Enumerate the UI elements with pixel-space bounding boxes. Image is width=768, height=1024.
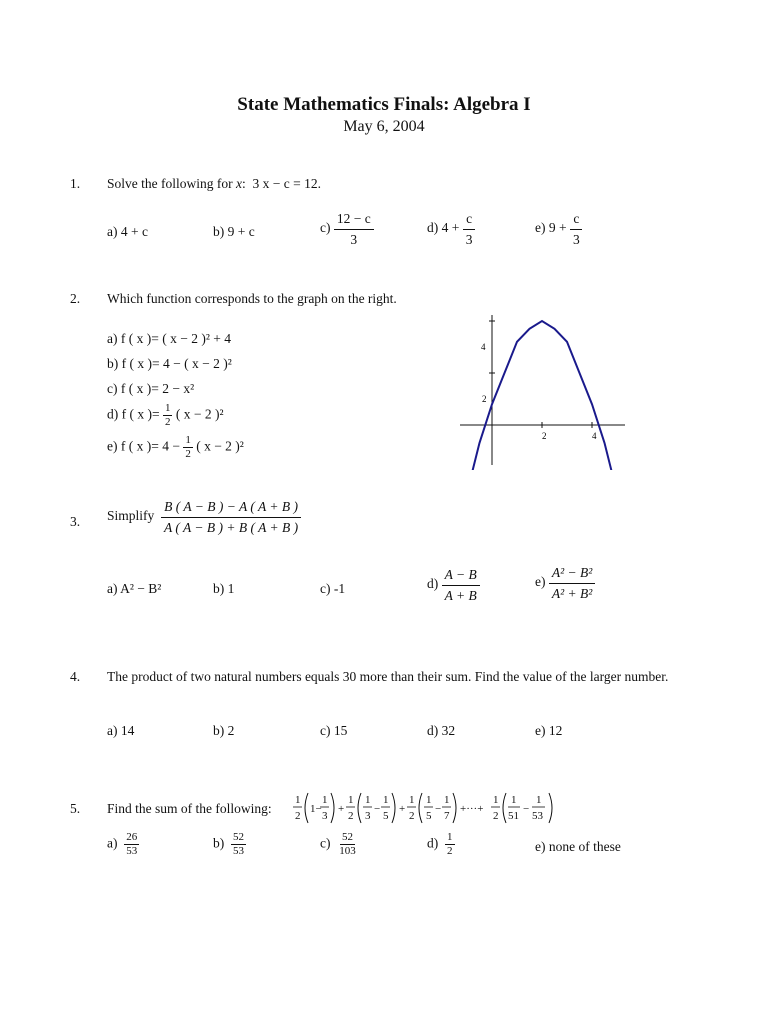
q1-choice-e[interactable] [535,212,583,246]
q2-e-half-den: 2 [185,448,191,460]
x-tick-label: 4 [592,431,597,441]
parabola-graph [455,305,630,470]
q1-choice-c-label: c) [320,220,331,236]
q2-number: 2. [70,291,81,306]
svg-text:7: 7 [444,810,450,822]
q3-prompt [107,500,301,534]
q2-choice-e-label: e) f ( x )= 4 − [107,438,180,454]
q3-choice-b[interactable]: b) 1 [213,581,235,596]
q1-choice-d-label: d) 4 + [427,220,460,236]
svg-text:2: 2 [493,810,499,822]
svg-text:1: 1 [383,794,389,806]
q2-choice-d-tail: ( x − 2 )² [175,406,224,422]
q5-b-numerator: 52 [233,831,244,843]
q3-choice-d-label: d) [427,576,439,592]
q5-prompt: Find the sum of the following: [107,801,272,816]
svg-text:−: − [374,803,381,815]
q2-choice-c[interactable]: c) f ( x )= 2 − x² [107,381,195,396]
q1-choice-e-label: e) 9 + [535,220,567,236]
svg-text:1: 1 [536,794,542,806]
svg-text:2: 2 [409,810,415,822]
svg-text:1: 1 [511,794,517,806]
q5-choice-c-label: c) [320,835,331,851]
q5-series-expression [292,788,560,828]
svg-text:5: 5 [426,810,432,822]
q1-variable: x [235,176,242,191]
q5-choice-d[interactable] [427,832,455,857]
q1-e-numerator: c [570,212,582,230]
q3-choice-e-label: e) [535,574,546,590]
q1-choice-b[interactable]: b) 9 + c [213,224,255,239]
svg-text:1: 1 [295,794,301,806]
q3-choice-d[interactable] [427,568,480,602]
q3-numerator: B ( A − B ) − A ( A + B ) [161,500,301,518]
svg-text:1: 1 [409,794,415,806]
svg-text:5: 5 [383,810,389,822]
q3-prompt-text: Simplify [107,508,155,524]
q2-e-half-num: 1 [185,434,191,446]
q3-choice-e[interactable] [535,566,595,600]
q3-number: 3. [70,514,81,529]
svg-text:53: 53 [532,810,543,822]
q5-choice-d-label: d) [427,835,439,851]
q3-e-denominator: A² + B² [551,585,593,601]
q1-choice-a[interactable]: a) 4 + c [107,224,148,239]
q5-c-denominator: 103 [339,845,356,857]
q3-choice-a[interactable]: a) A² − B² [107,581,162,596]
q5-c-numerator: 52 [342,831,353,843]
x-tick-label: 2 [542,431,547,441]
svg-text:−: − [435,803,442,815]
svg-text:1: 1 [348,794,354,806]
svg-text:3: 3 [322,810,328,822]
q1-equation: 3 x − c = 12. [252,176,321,191]
q4-prompt: The product of two natural numbers equals 30 more than their sum. Find the value of the larger number. [107,669,669,684]
svg-text:1: 1 [322,794,328,806]
svg-text:1: 1 [426,794,432,806]
q5-choice-c[interactable] [320,832,358,857]
q4-choice-d[interactable]: d) 32 [427,723,456,738]
svg-text:1−: 1− [310,803,322,815]
q4-choice-b[interactable]: b) 2 [213,723,235,738]
q1-e-denominator: 3 [572,231,580,247]
q1-choice-d[interactable] [427,212,475,246]
q2-choice-e-tail: ( x − 2 )² [196,438,244,454]
svg-text:+: + [399,803,406,815]
q4-choice-a[interactable]: a) 14 [107,723,135,738]
q2-choice-e[interactable] [107,435,244,460]
q5-b-denominator: 53 [233,845,244,857]
q5-choice-b-label: b) [213,835,225,851]
q2-choice-d-label: d) f ( x )= [107,406,160,422]
q1-prompt-text: Solve the following for [107,176,233,191]
svg-text:−: − [523,803,530,815]
q1-c-numerator: 12 − c [334,212,374,230]
q4-choice-e[interactable]: e) 12 [535,723,563,738]
q4-number: 4. [70,669,81,684]
q5-choice-a[interactable] [107,832,139,857]
q4-choice-c[interactable]: c) 15 [320,723,348,738]
svg-text:3: 3 [365,810,371,822]
q5-d-numerator: 1 [447,831,453,843]
q3-e-numerator: A² − B² [549,566,595,584]
q3-d-denominator: A + B [444,587,477,603]
parabola-curve [472,321,612,470]
page-title: State Mathematics Finals: Algebra I [237,94,531,115]
q1-d-denominator: 3 [465,231,473,247]
q1-c-denominator: 3 [350,231,358,247]
svg-text:1: 1 [365,794,371,806]
q1-choice-c[interactable] [320,212,374,246]
q2-choice-a[interactable]: a) f ( x )= ( x − 2 )² + 4 [107,331,231,346]
y-tick-label: 4 [481,342,486,352]
q1-prompt: Solve the following for x: 3 x − c = 12. [107,176,321,191]
q1-d-numerator: c [463,212,475,230]
q5-a-denominator: 53 [126,845,138,857]
q5-d-denominator: 2 [447,845,453,857]
svg-text:2: 2 [295,810,301,822]
exam-date: May 6, 2004 [343,118,425,135]
q2-choice-d[interactable] [107,403,224,428]
svg-text:+: + [338,803,345,815]
svg-text:51: 51 [508,810,519,822]
q2-d-half-den: 2 [164,416,171,428]
q5-choice-a-label: a) [107,835,118,851]
q3-denominator: A ( A − B ) + B ( A + B ) [164,519,299,535]
q5-a-numerator: 26 [126,831,138,843]
svg-text:1: 1 [493,794,499,806]
q2-prompt: Which function corresponds to the graph on the right. [107,291,397,306]
q2-choice-b[interactable]: b) f ( x )= 4 − ( x − 2 )² [107,356,232,371]
q2-d-half-num: 1 [164,402,171,414]
svg-text:+···+: +···+ [460,803,484,815]
q5-number: 5. [70,801,81,816]
q1-number: 1. [70,176,81,191]
y-tick-label: 2 [482,394,487,404]
svg-text:2: 2 [348,810,354,822]
svg-text:1: 1 [444,794,450,806]
q5-choice-b[interactable] [213,832,246,857]
q5-choice-e[interactable]: e) none of these [535,839,621,854]
q3-choice-c[interactable]: c) -1 [320,581,346,596]
q3-d-numerator: A − B [442,568,480,586]
